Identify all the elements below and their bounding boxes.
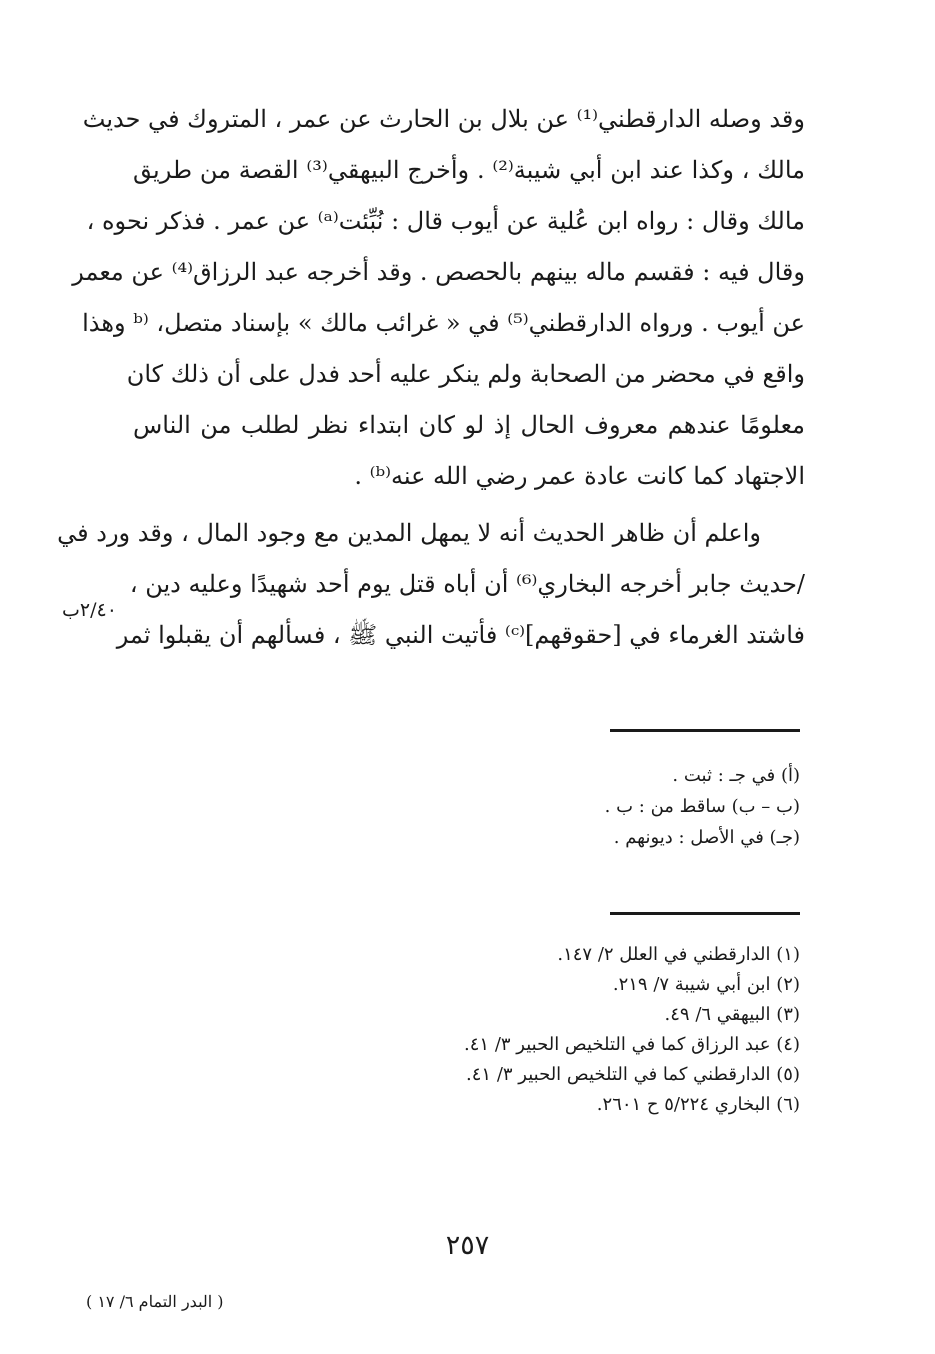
text-line: /حديث جابر أخرجه البخاري⁽⁶⁾ أن أباه قتل يوم أحد شهيدًا وعليه دين ،: [129, 570, 805, 598]
text-line: مالك ، وكذا عند ابن أبي شيبة⁽²⁾ . وأخرج البيهقي⁽³⁾ القصة من طريق: [133, 156, 805, 184]
variant-note: (جـ) في الأصل : ديونهم .: [613, 827, 800, 848]
text-line: مالك وقال : رواه ابن عُلية عن أيوب قال : نُبِّئت⁽ᵃ⁾ عن عمر . فذكر نحوه ،: [86, 207, 805, 235]
text-line: الاجتهاد كما كانت عادة عمر رضي الله عنه⁽ᵇ⁾ .: [354, 462, 805, 490]
text-line: عن أيوب . ورواه الدارقطني⁽⁵⁾ في « غرائب مالك » بإسناد متصل، ⁽ᵇ وهذا: [82, 309, 805, 337]
footnote-divider: [610, 912, 800, 915]
reference-note: (٢) ابن أبي شيبة ٧/ ٢١٩.: [612, 974, 800, 995]
text-line: معلومًا عندهم معروف الحال إذ لو كان ابتداء نظر لطلب من الناس: [133, 411, 805, 439]
text-line: وقال فيه : فقسم ماله بينهم بالحصص . وقد أخرجه عبد الرزاق⁽⁴⁾ عن معمر: [72, 258, 805, 286]
reference-footnotes: [200, 940, 800, 1120]
text-line: وقد وصله الدارقطني⁽¹⁾ عن بلال بن الحارث عن عمر ، المتروك في حديث: [82, 105, 805, 133]
page-number: ٢٥٧: [445, 1230, 490, 1261]
variant-footnotes: [200, 760, 800, 853]
reference-note: (٥) الدارقطني كما في التلخيص الحبير ٣/ ٤١.: [466, 1064, 800, 1085]
variant-note: (ب – ب) ساقط من : ب .: [604, 796, 800, 817]
text-line: واعلم أن ظاهر الحديث أنه لا يمهل المدين مع وجود المال ، وقد ورد في: [57, 519, 761, 547]
reference-note: (٦) البخاري ٥/٢٢٤ ح ٢٦٠١.: [596, 1094, 800, 1115]
text-line: فاشتد الغرماء في [حقوقهم]⁽ᶜ⁾ فأتيت النبي ﷺ ، فسألهم أن يقبلوا ثمر: [116, 621, 805, 649]
variant-note: (أ) في جـ : ثبت .: [672, 765, 800, 786]
manuscript-folio-note: ٢/٤٠ب: [62, 599, 117, 621]
reference-note: (١) الدارقطني في العلل ٢/ ١٤٧.: [557, 944, 800, 965]
reference-note: (٣) البيهقي ٦/ ٤٩.: [664, 1004, 800, 1025]
footnote-divider: [610, 729, 800, 732]
reference-note: (٤) عبد الرزاق كما في التلخيص الحبير ٣/ ٤١.: [464, 1034, 800, 1055]
text-line: واقع في محضر من الصحابة ولم ينكر عليه أحد فدل على أن ذلك كان: [126, 360, 805, 388]
volume-footer: ( البدر التمام ٦/ ١٧ ): [86, 1292, 224, 1311]
